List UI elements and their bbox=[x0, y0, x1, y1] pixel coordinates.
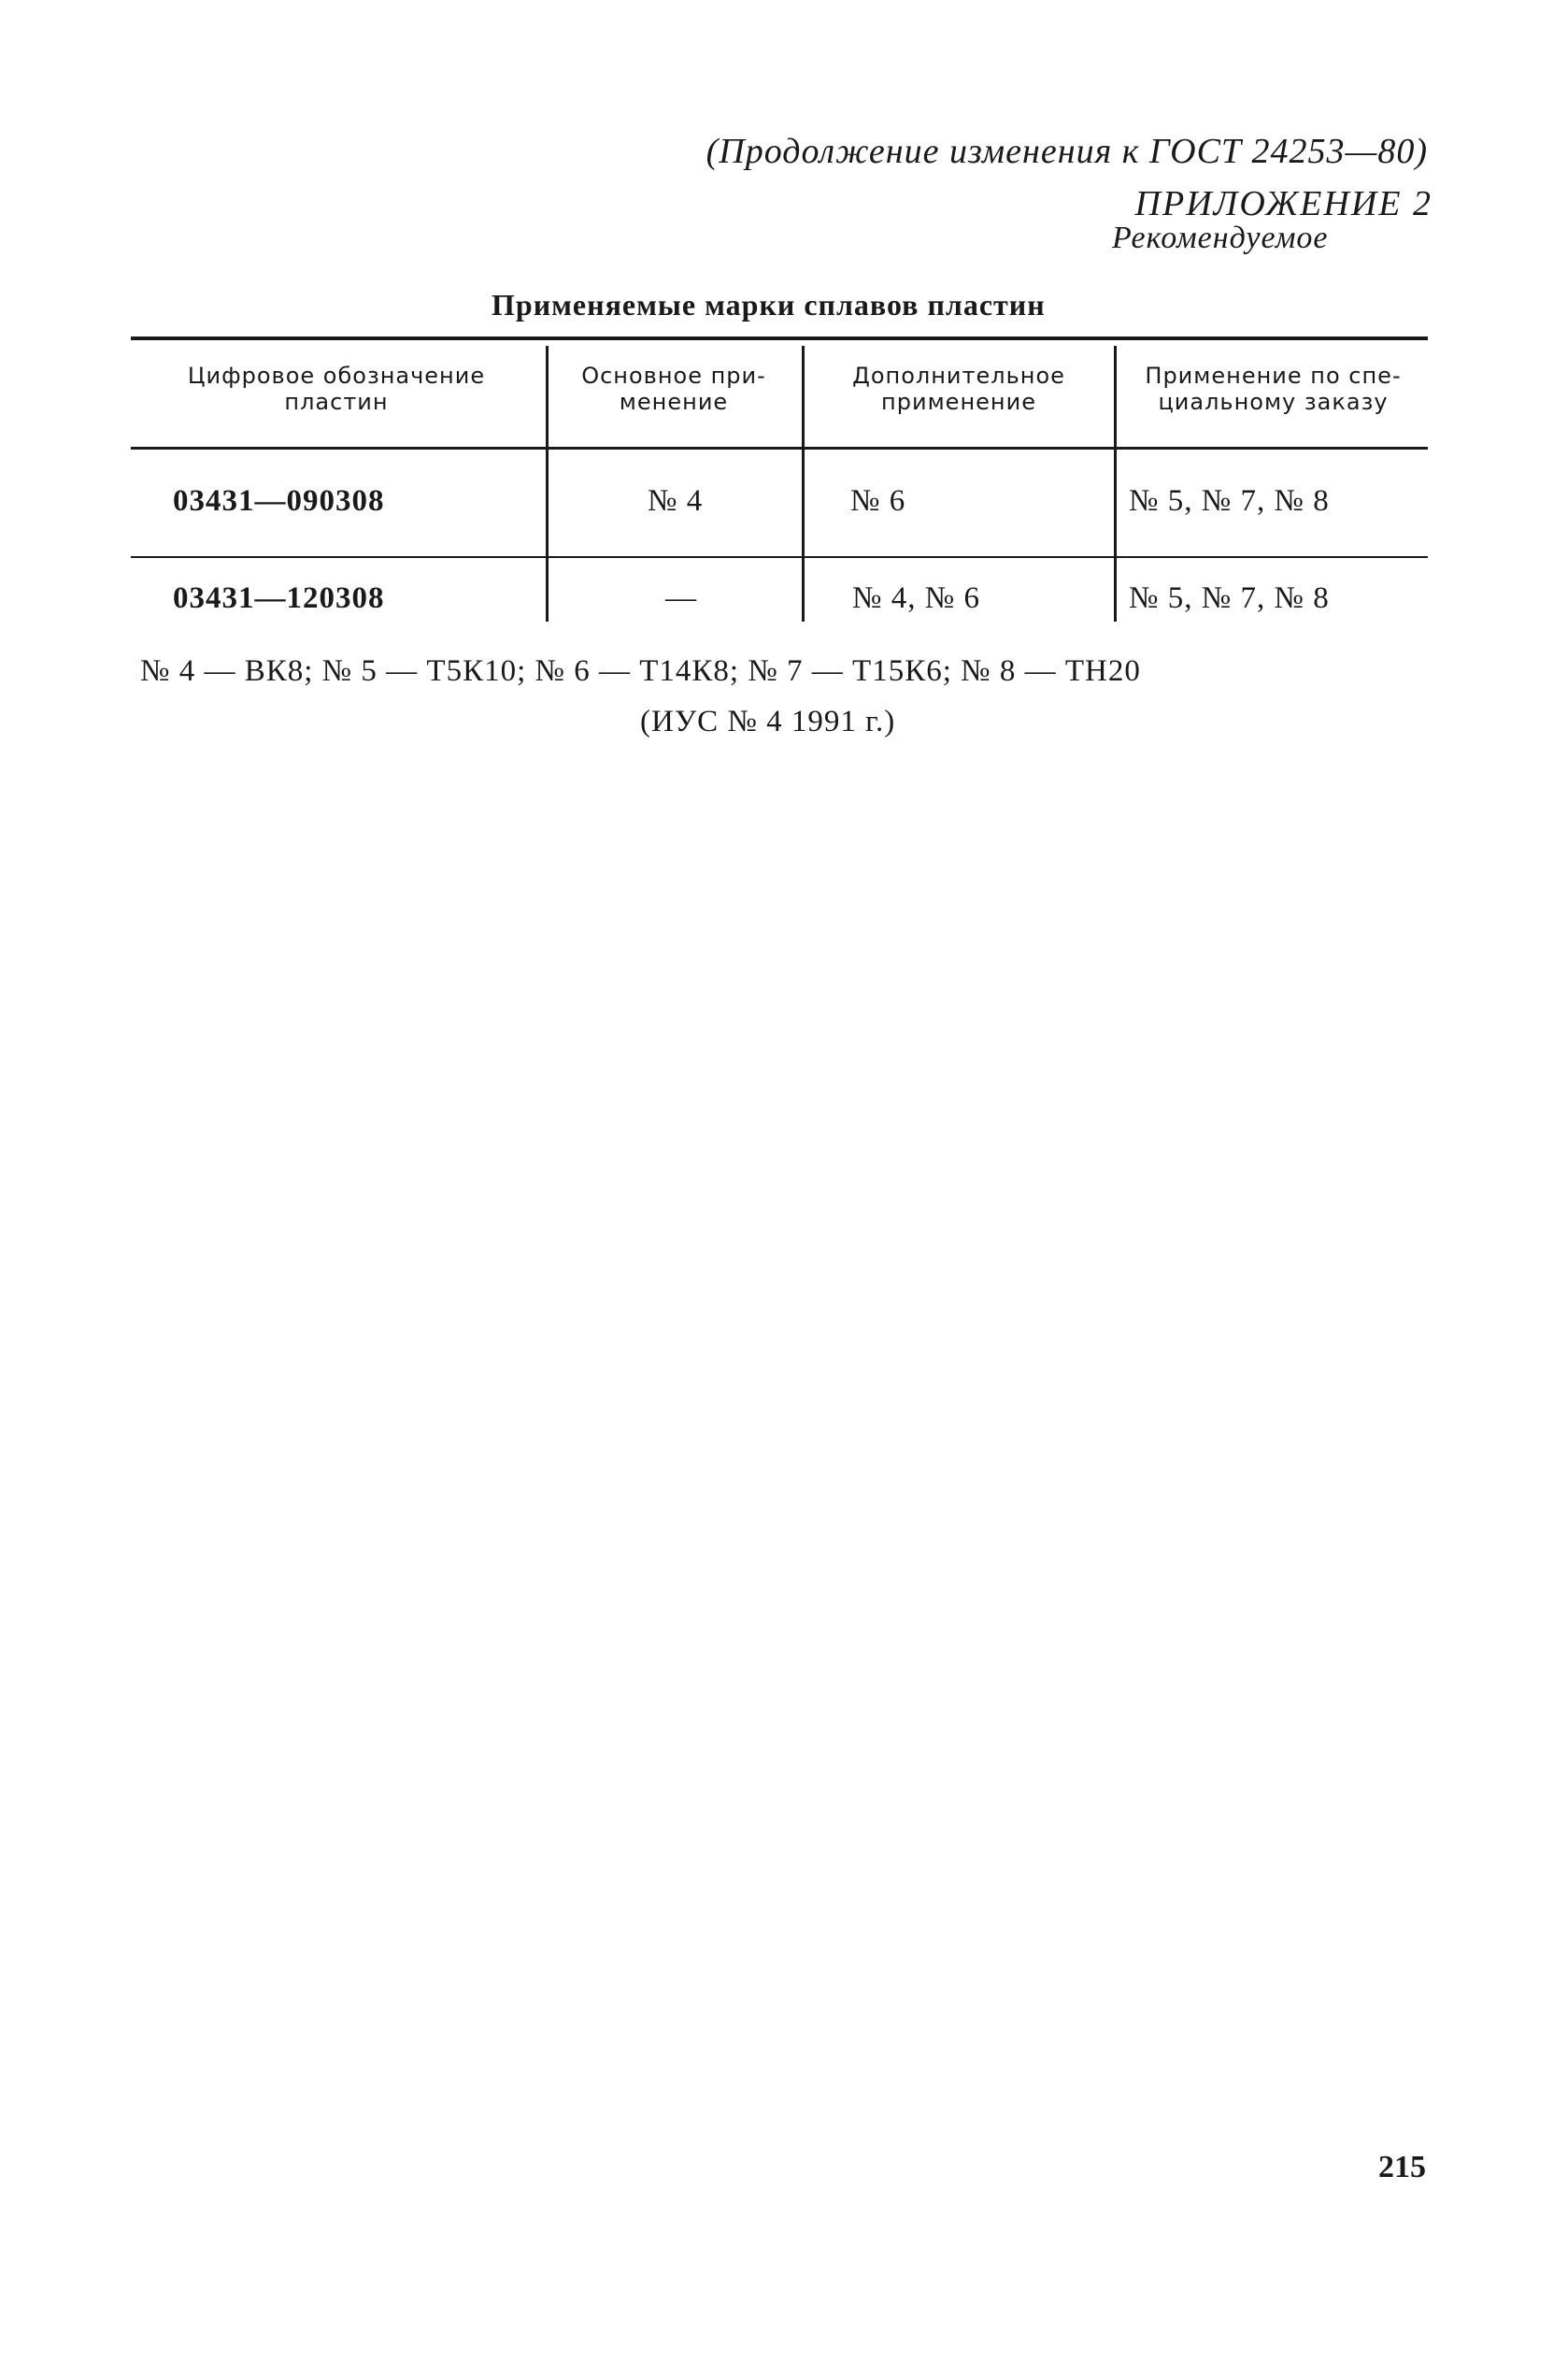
table-column-divider bbox=[1114, 346, 1117, 622]
table-row-divider bbox=[131, 556, 1428, 558]
table-header-cell: Цифровое обозначение пластин bbox=[187, 363, 486, 415]
table-top-rule bbox=[131, 336, 1428, 340]
publication-reference: (ИУС № 4 1991 г.) bbox=[640, 705, 896, 738]
table-header-cell: Дополнительное применение bbox=[852, 363, 1065, 415]
table-cell: № 4 bbox=[648, 484, 704, 518]
table-cell: № 6 bbox=[850, 484, 906, 518]
table-header-cell: Основное при- менение bbox=[581, 363, 766, 415]
appendix-subtitle: Рекомендуемое bbox=[1112, 221, 1329, 255]
table-cell: № 4, № 6 bbox=[852, 581, 980, 615]
header-continuation: (Продолжение изменения к ГОСТ 24253—80) bbox=[706, 132, 1428, 171]
table-cell: № 5, № 7, № 8 bbox=[1129, 484, 1330, 518]
alloy-grades-table bbox=[131, 336, 1428, 636]
table-header-rule bbox=[131, 447, 1428, 450]
table-column-divider bbox=[802, 346, 805, 622]
alloy-legend-note: № 4 — ВК8; № 5 — Т5К10; № 6 — Т14К8; № 7 — Т15К6; № 8 — ТН20 bbox=[140, 654, 1141, 688]
table-title: Применяемые марки сплавов пластин bbox=[492, 288, 1046, 322]
page-number: 215 bbox=[1378, 2150, 1426, 2184]
appendix-title: ПРИЛОЖЕНИЕ 2 bbox=[1134, 184, 1433, 223]
table-cell: № 5, № 7, № 8 bbox=[1129, 581, 1330, 615]
table-column-divider bbox=[546, 346, 549, 622]
table-cell: 03431—090308 bbox=[173, 484, 385, 518]
table-cell: — bbox=[665, 581, 697, 615]
table-header-cell: Применение по спе- циальному заказу bbox=[1145, 363, 1402, 415]
table-cell: 03431—120308 bbox=[173, 581, 385, 615]
